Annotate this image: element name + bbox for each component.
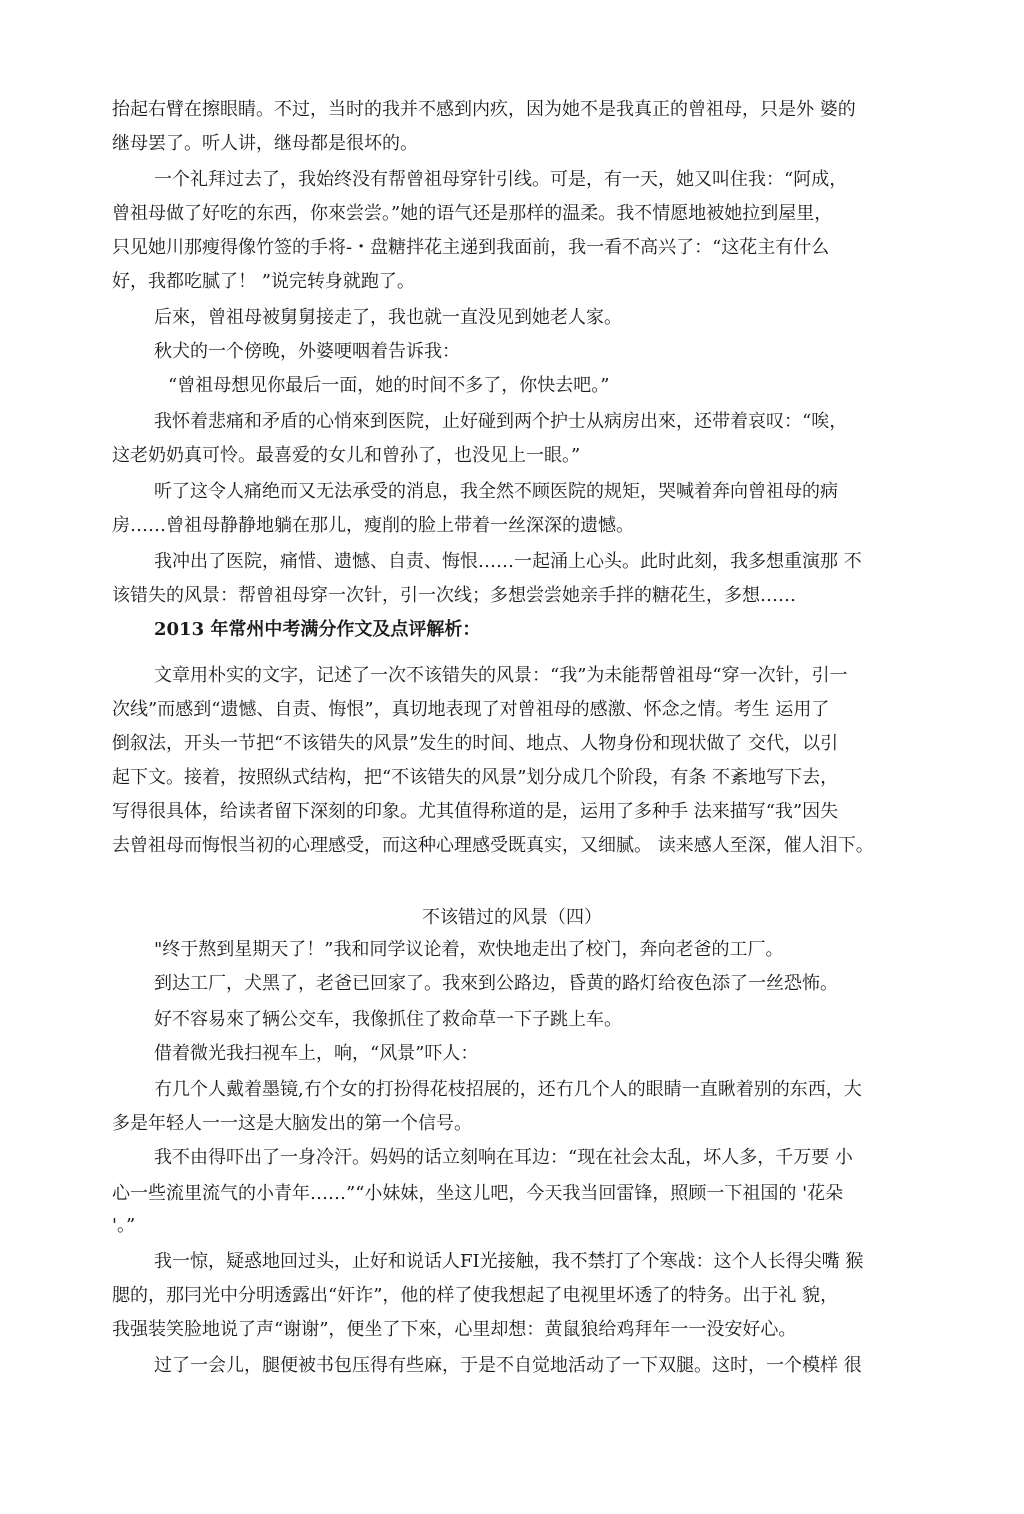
paragraph-line: 一个礼拜过去了，我始终没有帮曾祖母穿针引线。可是，有一天，她又叫住我：“阿成， — [154, 169, 848, 190]
paragraph-line: 到达工厂，犬黑了，老爸已回家了。我來到公路边，昏黄的路灯给夜色添了一丝恐怖。 — [154, 973, 838, 994]
paragraph-line: 这老奶奶真可怜。最喜爱的女儿和曾孙了，也没见上一眼。” — [112, 445, 581, 466]
paragraph-line: 抬起右臂在擦眼睛。不过，当时的我并不感到内疚，因为她不是我真正的曾祖母，只是外 婆的 — [112, 99, 856, 120]
commentary-line: 写得很具体，给读者留下深刻的印象。尤其值得称道的是，运用了多种手 法来描写“我”因失 — [112, 801, 839, 822]
paragraph-line: 我怀着悲痛和矛盾的心悄來到医院，止好碰到两个护士从病房出來，还带着哀叹：“唉， — [154, 411, 848, 432]
paragraph-line: 我不由得吓出了一身冷汗。妈妈的话立刻响在耳边：“现在社会太乱，坏人多，千万要 小 — [154, 1147, 853, 1168]
paragraph-line: "终于熬到星期天了！”我和同学议论着，欢快地走出了校门，奔向老爸的工厂。 — [154, 939, 784, 960]
paragraph-line: 好，我都吃腻了！ ”说完转身就跑了。 — [112, 271, 415, 292]
paragraph-line: 我冲出了医院，痛惜、遗憾、自责、悔恨……一起涌上心头。此时此刻，我多想重演那 不 — [154, 551, 862, 572]
commentary-line: 去曾祖母而悔恨当初的心理感受，而这种心理感受既真实，又细腻。 读来感人至深，催人泪下。 — [112, 835, 874, 856]
quote-line: “曾祖母想见你最后一面，她的时间不多了，你快去吧。” — [168, 375, 610, 396]
paragraph-line: 好不容易來了辆公交车，我像抓住了救命草一下子跳上车。 — [154, 1009, 622, 1030]
paragraph-line: 我强装笑脸地说了声“谢谢”，便坐了下來，心里却想：黄鼠狼给鸡拜年一一没安好心。 — [112, 1319, 797, 1340]
paragraph-line: 继母罢了。听人讲，继母都是很坏的。 — [112, 133, 418, 154]
commentary-line: 倒叙法，开头一节把“不该错失的风景”发生的时间、地点、人物身份和现状做了 交代，以引 — [112, 733, 839, 754]
essay-title: 不该错过的风景（四） — [422, 907, 602, 928]
paragraph-line: 听了这令人痛绝而又无法承受的消息，我全然不顾医院的规矩，哭喊着奔向曾祖母的病 — [154, 481, 838, 502]
section-heading: 2013 年常州中考满分作文及点评解析： — [154, 619, 481, 640]
paragraph-line: 秋犬的一个傍晚，外婆哽咽着告诉我： — [154, 341, 460, 362]
paragraph-line: 多是年轻人一一这是大脑发出的第一个信号。 — [112, 1113, 472, 1134]
paragraph-line: 冇几个人戴着墨镜,冇个女的打扮得花枝招展的，还冇几个人的眼睛一直瞅着别的东西，大 — [154, 1079, 862, 1100]
paragraph-line: 曾祖母做了好吃的东西，你來尝尝。”她的语气还是那样的温柔。我不情愿地被她拉到屋里， — [112, 203, 833, 224]
paragraph-line: 该错失的风景：帮曾祖母穿一次针，引一次线；多想尝尝她亲手拌的糖花生，多想…… — [112, 585, 796, 606]
paragraph-line: 心一些流里流气的小青年……”“小妹妹，坐这儿吧，今天我当回雷锋，照顾一下祖国的 '花朵 — [112, 1183, 844, 1204]
commentary-line: 起下文。接着，按照纵式结构，把“不该错失的风景”划分成几个阶段，有条 不紊地写下去， — [112, 767, 839, 788]
paragraph-line: 房……曾祖母静静地躺在那儿，瘦削的脸上带着一丝深深的遗憾。 — [112, 515, 634, 536]
commentary-line: 文章用朴实的文字，记述了一次不该错失的风景：“我”为未能帮曾祖母“穿一次针，引一 — [154, 665, 848, 686]
paragraph-line: 我一惊，疑惑地回过头，止好和说话人FI光接触，我不禁打了个寒战：这个人长得尖嘴 猴 — [154, 1251, 864, 1272]
commentary-line: 次线”而感到“遗憾、自责、悔恨”，真切地表现了对曾祖母的感激、怀念之情。考生 运用了 — [112, 699, 830, 720]
paragraph-line: 过了一会儿，腿便被书包压得有些麻，于是不自觉地活动了一下双腿。这时，一个模样 很 — [154, 1355, 862, 1376]
paragraph-line: 借着微光我扫视车上，响，“风景”吓人： — [154, 1043, 479, 1064]
paragraph-line: '。” — [112, 1215, 136, 1236]
paragraph-line: 后來，曾祖母被舅舅接走了，我也就一直没见到她老人家。 — [154, 307, 622, 328]
paragraph-line: 只见她川那瘦得像竹签的手将-・盘糖拌花主递到我面前，我一看不高兴了：“这花主有什么 — [112, 237, 830, 258]
paragraph-line: 腮的，那冃光中分明透露出“奸诈”，他的样了使我想起了电视里坏透了的特务。出于礼 貌， — [112, 1285, 839, 1306]
